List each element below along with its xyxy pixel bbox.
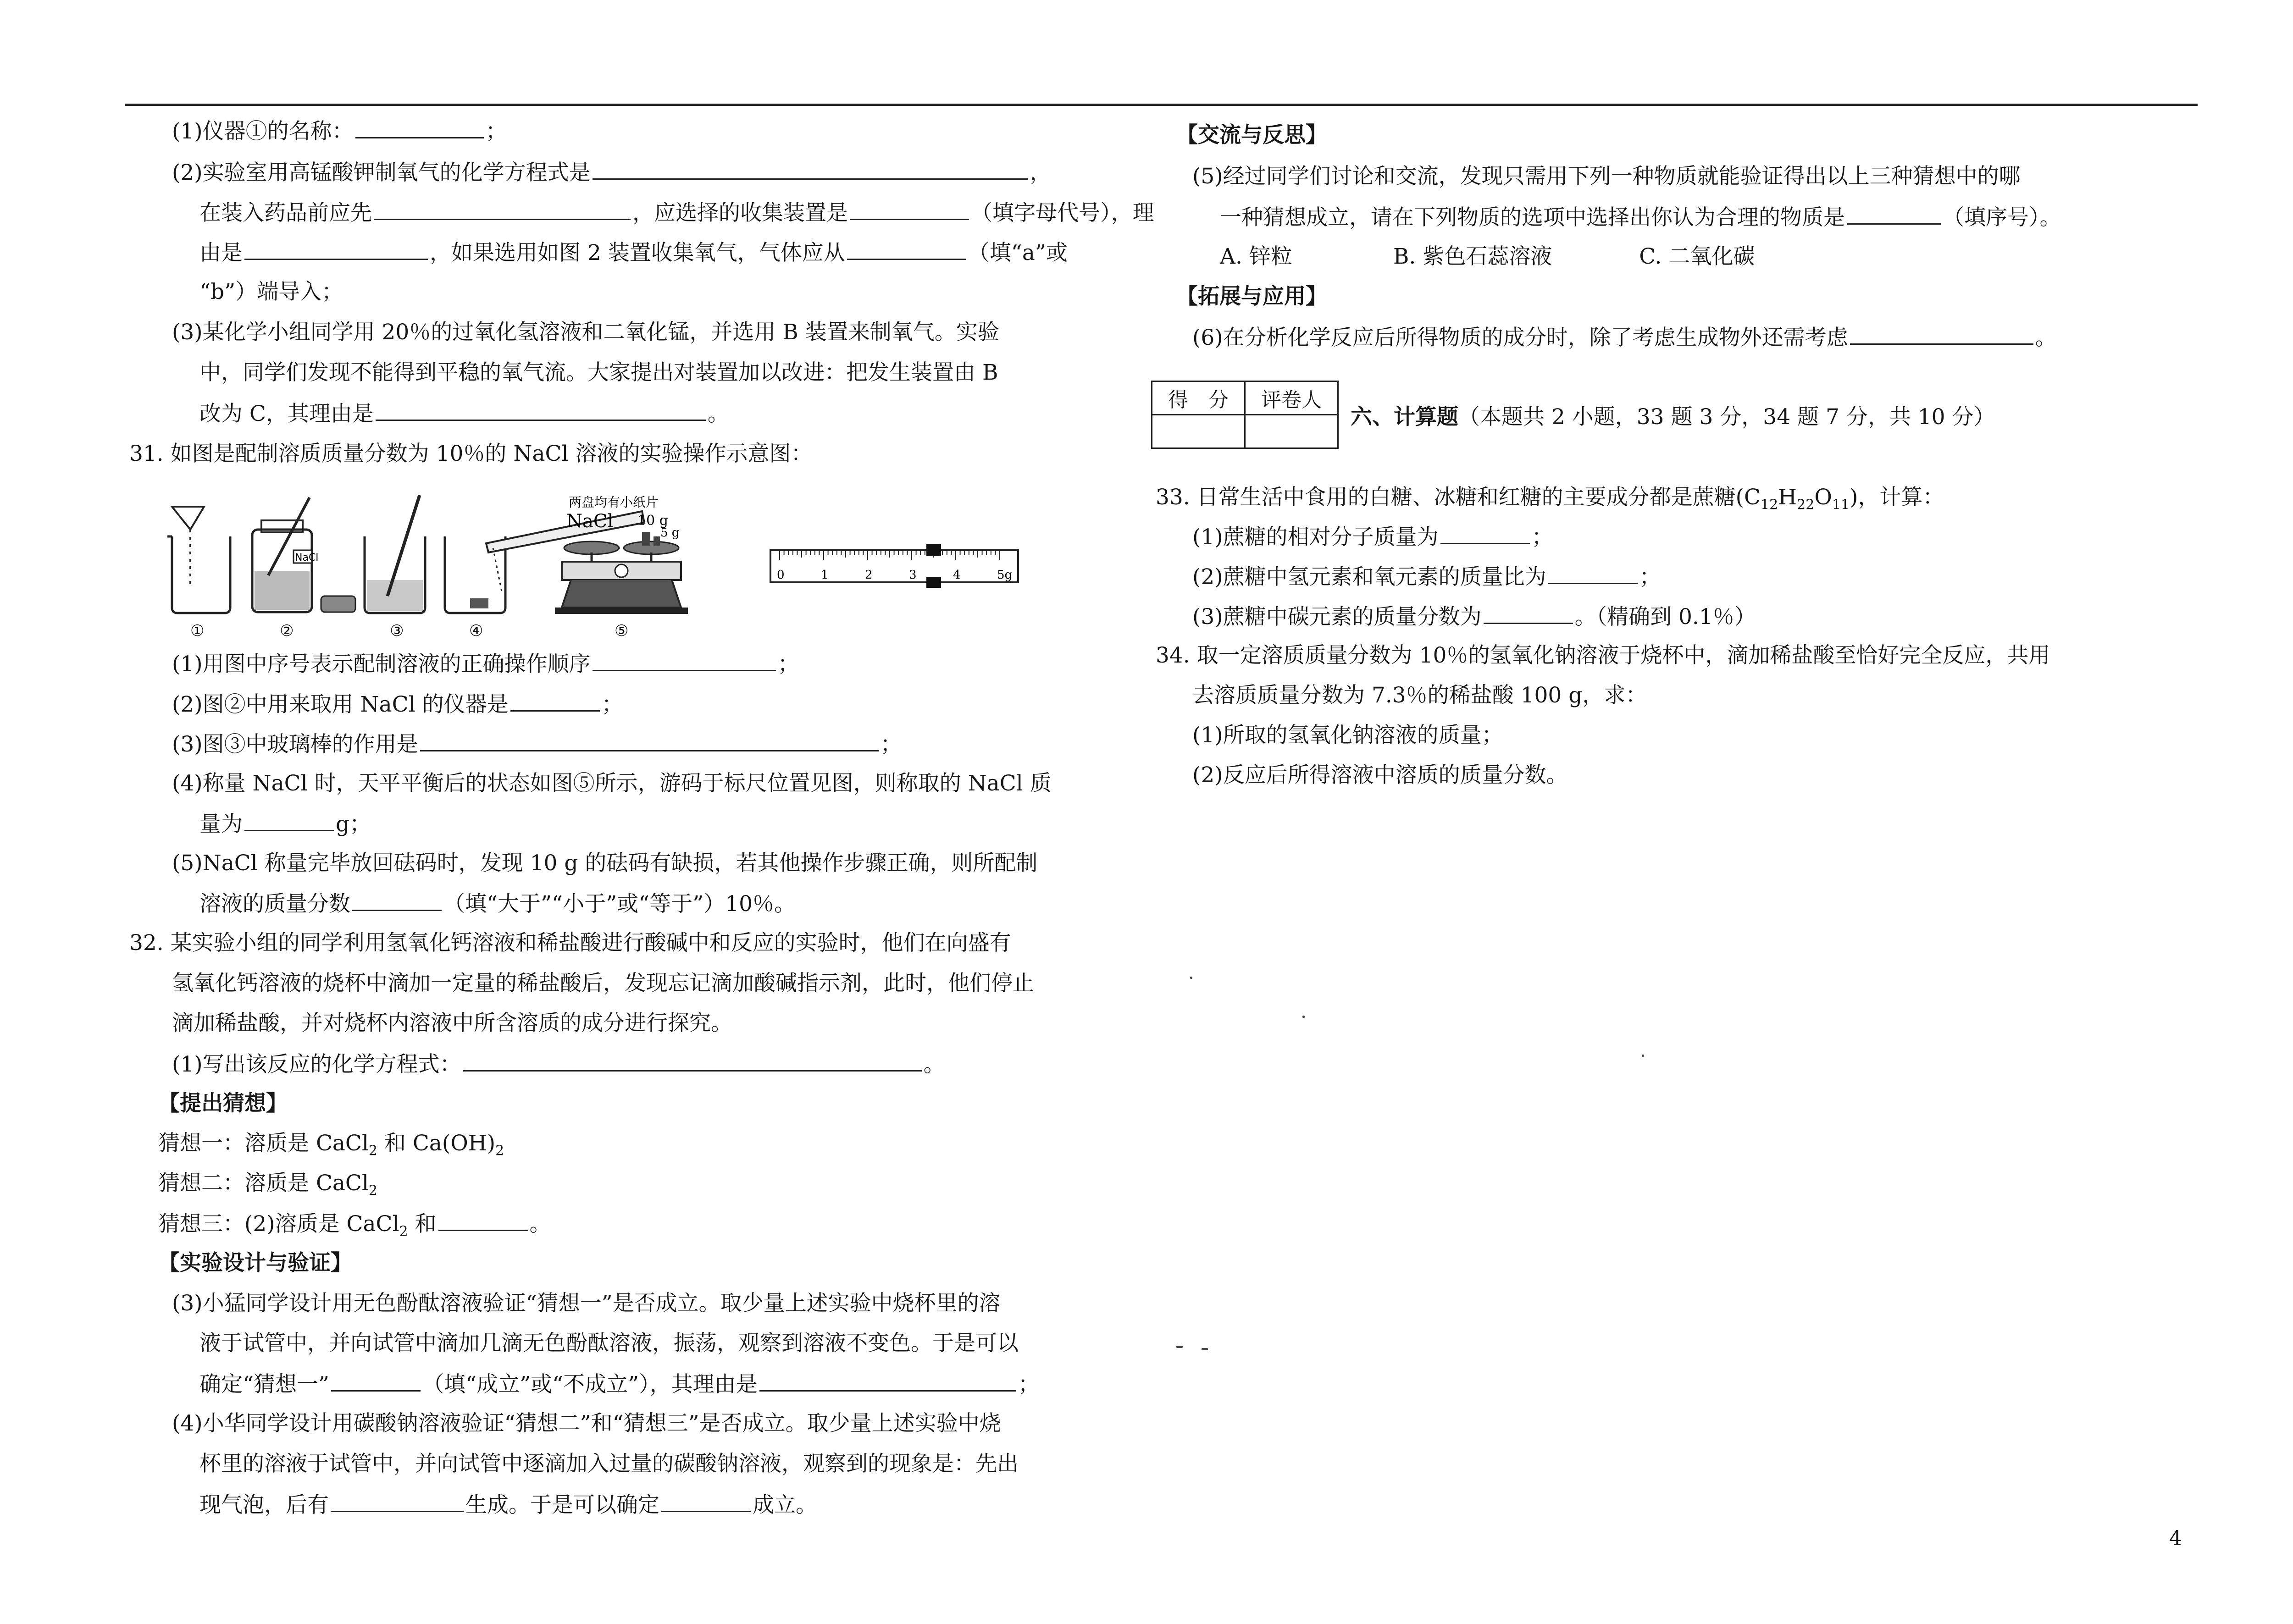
answer-blank[interactable] [759,1370,1016,1392]
score-cell[interactable] [1152,415,1245,448]
q33-1: (1)蔗糖的相对分子质量为 ； [1192,523,1553,551]
beaker-1-icon [167,507,230,613]
q32-c: 滴加稀盐酸，并对烧杯内溶液中所含溶质的成分进行探究。 [172,1011,732,1036]
section-propose-guess: 【提出猜想】 [158,1091,288,1116]
q34-b: 去溶质质量分数为 7.3％的稀盐酸 100 g，求： [1192,683,1647,708]
answer-blank[interactable] [376,399,706,421]
q33-3: (3)蔗糖中碳元素的质量分数为 。（精确到 0.1％） [1192,602,1756,631]
q31-4b: 量为 g； [199,810,371,838]
q30-2a: (2)实验室用高锰酸钾制氧气的化学方程式是 ， [172,158,1052,187]
ruler-tick-label: 5g [997,568,1013,582]
q32-5b: 一种猜想成立，请在下列物质的选项中选择出你认为合理的物质是 （填序号）。 [1220,203,2061,232]
answer-blank[interactable] [463,1050,922,1072]
option-a[interactable]: A. 锌粒 [1220,244,1292,269]
q32-4c: 现气泡，后有 生成。于是可以确定 成立。 [199,1491,817,1519]
weight-label: 10 g [637,513,668,529]
answer-blank[interactable] [1484,602,1573,624]
rider-top [926,544,941,556]
answer-blank[interactable] [374,199,631,220]
ruler-tick-label: 3 [909,568,917,582]
answer-blank[interactable] [1850,323,2033,345]
scan-speck [1176,1346,1183,1348]
answer-blank[interactable] [420,730,879,751]
q32-4b: 杯里的溶液于试管中，并向试管中逐滴加入过量的碳酸钠溶液，观察到的现象是：先出 [199,1451,1019,1476]
q32-1: (1)写出该反应的化学方程式： 。 [172,1050,945,1078]
ruler-body [770,550,1018,582]
answer-blank[interactable] [847,238,966,260]
step-label-3: ③ [390,622,404,640]
q30-1: (1)仪器①的名称： ； [172,117,507,145]
scan-speck [1202,1348,1208,1350]
q32-6: (6)在分析化学反应后所得物质的成分时，除了考虑生成物外还需考虑 。 [1192,323,2057,352]
option-b[interactable]: B. 紫色石蕊溶液 [1393,244,1552,269]
answer-blank[interactable] [850,199,969,220]
q32-a: 32. 某实验小组的同学利用氢氧化钙溶液和稀盐酸进行酸碱中和反应的实验时，他们在向盛有 [129,930,1011,956]
step-label-4: ④ [469,622,483,640]
q31-title: 31. 如图是配制溶质质量分数为 10％的 NaCl 溶液的实验操作示意图： [129,441,813,466]
scan-speck [1642,1055,1644,1057]
q30-3b: 中，同学们发现不能得到平稳的氧气流。大家提出对装置加以改进：把发生装置由 B [199,360,998,385]
q32-3b: 液于试管中，并向试管中滴加几滴无色酚酞溶液，振荡，观察到溶液不变色。于是可以 [199,1331,1019,1356]
guess-3: 猜想三：(2)溶质是 CaCl$_2$ 和 。 [158,1210,551,1245]
q31-1: (1)用图中序号表示配制溶液的正确操作顺序 ； [172,650,799,678]
grader-cell[interactable] [1245,415,1338,448]
answer-blank[interactable] [331,1491,464,1512]
q32-5a: (5)经过同学们讨论和交流，发现只需用下列一种物质就能验证得出以上三种猜想中的哪 [1192,164,2021,189]
ruler-tick-label: 1 [821,568,829,582]
balance-note: 两盘均有小纸片 [569,495,659,510]
answer-blank[interactable] [352,889,442,911]
answer-blank[interactable] [510,690,600,712]
ruler-tick-label: 2 [865,568,873,582]
stopper-icon [321,596,355,612]
section-experiment-design: 【实验设计与验证】 [158,1250,352,1276]
answer-blank[interactable] [244,238,428,260]
section-extend: 【拓展与应用】 [1176,284,1327,309]
q30-2c: 由是 ，如果选用如图 2 装置收集氧气，气体应从 （填“a”或 [199,238,1068,267]
jar-label: NaCl [295,552,319,563]
answer-blank[interactable] [1440,523,1530,544]
rider-bottom [926,577,941,588]
answer-blank[interactable] [1847,203,1941,225]
scan-speck [1190,977,1192,979]
nacl-label: NaCl [566,511,614,532]
q33: 33. 日常生活中食用的白糖、冰糖和红糖的主要成分都是蔗糖$(C_{12}H_{22}O_{11})$，计算： [1156,485,1944,513]
answer-blank[interactable] [593,650,776,671]
q33-2: (2)蔗糖中氢元素和氧元素的质量比为 ； [1192,563,1661,591]
q32-4a: (4)小华同学设计用碳酸钠溶液验证“猜想二”和“猜想三”是否成立。取少量上述实验中烧 [172,1411,1001,1436]
q32-3c: 确定“猜想一” （填“成立”或“不成立”），其理由是 ； [199,1370,1040,1398]
guess-1: 猜想一：溶质是 CaCl$_2$ 和 $Ca(OH)_2$ [158,1131,504,1159]
section-6-heading: 六、计算题（本题共 2 小题，33 题 3 分，34 题 7 分，共 10 分） [1351,404,1995,430]
q34-1: (1)所取的氢氧化钠溶液的质量； [1192,723,1503,748]
q31-5b: 溶液的质量分数 （填“大于”“小于”或“等于”）10％。 [199,889,796,918]
answer-blank[interactable] [438,1210,528,1231]
q30-2b: 在装入药品前应先 ，应选择的收集装置是 （填字母代号），理 [199,199,1154,227]
score-table [1151,381,1339,449]
q32-b: 氢氧化钙溶液的烧杯中滴加一定量的稀盐酸后，发现忘记滴加酸碱指示剂，此时，他们停止 [172,971,1034,996]
q30-3c: 改为 C，其理由是 。 [199,399,729,428]
answer-blank[interactable] [331,1370,421,1392]
scale-ruler [770,544,1018,588]
q31-2: (2)图②中用来取用 NaCl 的仪器是 ； [172,690,623,718]
answer-blank[interactable] [244,810,334,831]
options-row [1220,243,1755,271]
answer-blank[interactable] [1548,563,1638,584]
balance-icon [555,495,688,614]
guess-2: 猜想二：溶质是 CaCl$_2$ [158,1171,378,1199]
step-label-2: ② [280,622,294,640]
ruler-tick-label: 4 [953,568,961,582]
scan-speck [1302,1016,1305,1018]
q30-3a: (3)某化学小组同学用 20％的过氧化氢溶液和二氧化锰，并选用 B 装置来制氧气。实验 [172,320,999,345]
q34-a: 34. 取一定溶质质量分数为 10％的氢氧化钠溶液于烧杯中，滴加稀盐酸至恰好完全反应，共用 [1156,643,2050,668]
answer-blank[interactable] [593,158,1028,180]
option-c[interactable]: C. 二氧化碳 [1639,244,1755,269]
q31-4a: (4)称量 NaCl 时，天平平衡后的状态如图⑤所示，游码于标尺位置见图，则称取的 NaCl 质 [172,771,1052,796]
q32-3a: (3)小猛同学设计用无色酚酞溶液验证“猜想一”是否成立。取少量上述实验中烧杯里的溶 [172,1291,1001,1316]
q30-2d: “b”）端导入； [199,279,343,304]
header-rule [125,104,2198,106]
weight-label-small: 5 g [660,526,680,540]
q31-3: (3)图③中玻璃棒的作用是 ； [172,730,902,758]
page-number: 4 [2169,1527,2182,1550]
beaker-3-icon [365,495,425,613]
step-label-1: ① [190,622,205,640]
reagent-jar-icon [252,497,318,612]
answer-blank[interactable] [355,117,484,138]
q31-5a: (5)NaCl 称量完毕放回砝码时，发现 10 g 的砝码有缺损，若其他操作步骤正确，则所配制 [172,851,1038,876]
grader-header: 评卷人 [1245,381,1338,415]
section-reflect: 【交流与反思】 [1176,122,1327,148]
score-header: 得 分 [1152,381,1245,415]
step-label-5: ⑤ [615,622,629,640]
q31-figure [163,493,1034,640]
q34-2: (2)反应后所得溶液中溶质的质量分数。 [1192,762,1568,788]
ruler-tick-label: 0 [777,568,785,582]
answer-blank[interactable] [661,1491,751,1512]
